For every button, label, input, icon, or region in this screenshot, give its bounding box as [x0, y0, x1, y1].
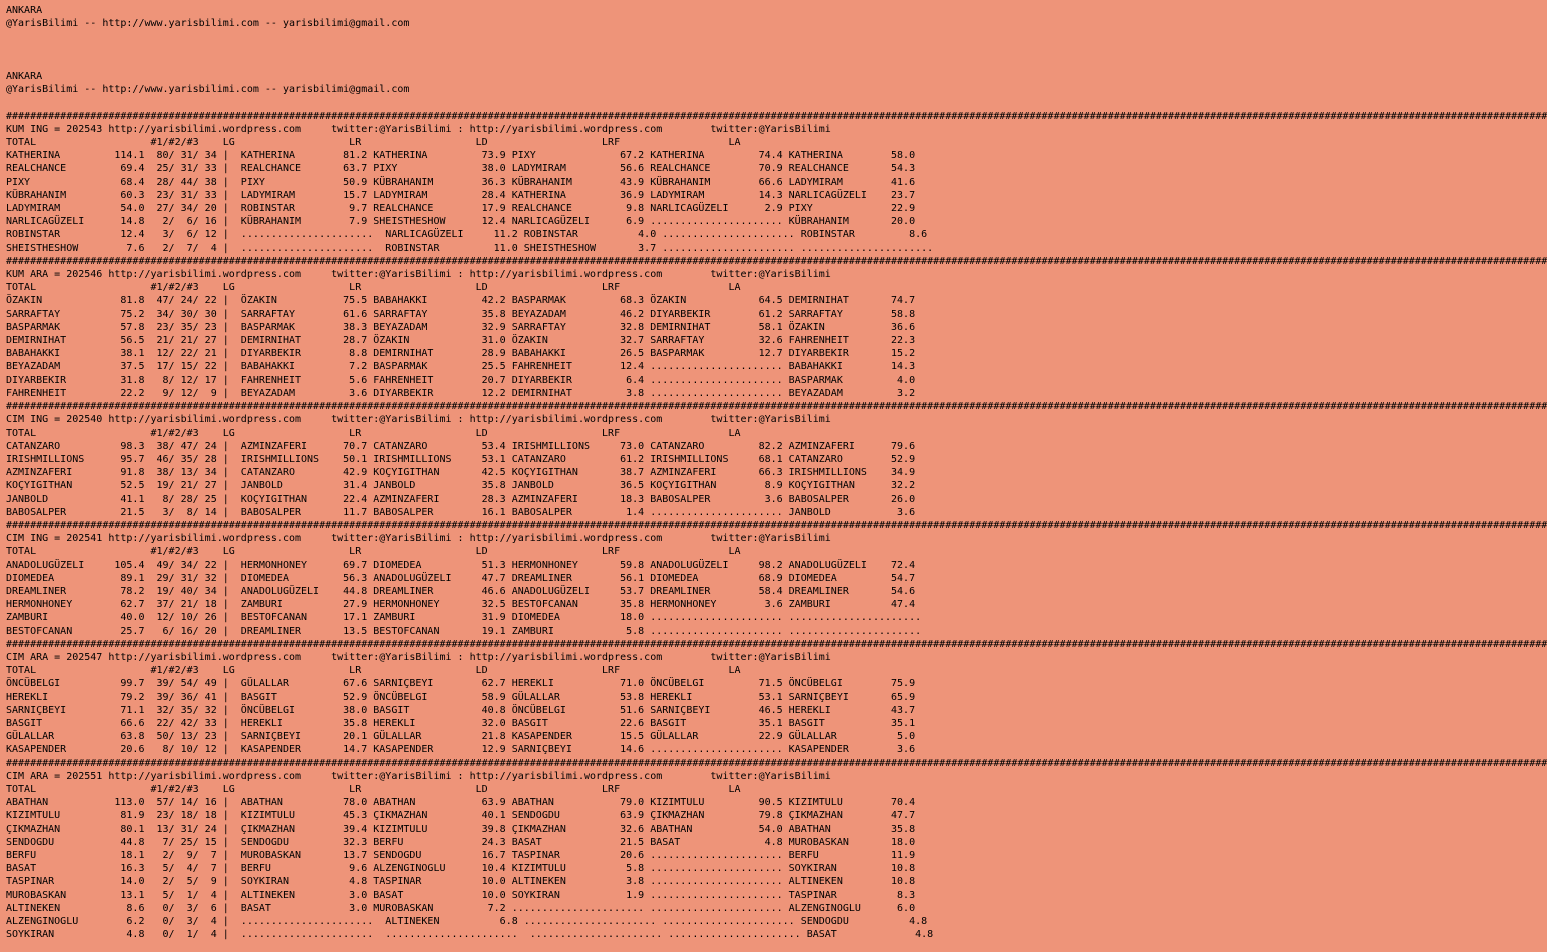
table-row: DIOMEDEA 89.1 29/ 31/ 32 | DIOMEDEA 56.3 ANADOLUGÜZELI 47.7 DREAMLINER 56.1 DIOMEDEA 68.9 DIOMEDEA 54.7: [6, 572, 916, 584]
table-row: DIYARBEKIR 31.8 8/ 12/ 17 | FAHRENHEIT 5.6 FAHRENHEIT 20.7 DIYARBEKIR 6.4 ...................... BASPARMAK 4.0: [6, 374, 916, 386]
table-row: JANBOLD 41.1 8/ 28/ 25 | KOÇYIGITHAN 22.4 AZMINZAFERI 28.3 AZMINZAFERI 18.3 BABOSALPER 3.6 BABOSALPER 26.0: [6, 493, 916, 505]
table-row: ABATHAN 113.0 57/ 14/ 16 | ABATHAN 78.0 ABATHAN 63.9 ABATHAN 79.0 KIZIMTULU 90.5 KIZIMTULU 70.4: [6, 797, 916, 809]
table-row: BESTOFCANAN 25.7 6/ 16/ 20 | DREAMLINER 13.5 BESTOFCANAN 19.1 ZAMBURI 5.8 ...................... ......................: [6, 625, 922, 637]
column-header-row: TOTAL #1/#2/#3 LG LR LD LRF LA: [6, 282, 741, 294]
race-title-row: KUM ING = 202543 http://yarisbilimi.wordpress.com twitter:@YarisBilimi : http://yarisbilimi.wordpress.com twitter:@YarisBilimi: [6, 123, 831, 135]
table-row: IRISHMILLIONS 95.7 46/ 35/ 28 | IRISHMILLIONS 50.1 IRISHMILLIONS 53.1 CATANZARO 61.2 IRISHMILLIONS 68.1 CATANZARO 52.9: [6, 453, 916, 465]
table-row: BEYAZADAM 37.5 17/ 15/ 22 | BABAHAKKI 7.2 BASPARMAK 25.5 FAHRENHEIT 12.4 ...................... BABAHAKKI 14.3: [6, 361, 916, 373]
table-row: LADYMIRAM 54.0 27/ 34/ 20 | ROBINSTAR 9.7 REALCHANCE 17.9 REALCHANCE 9.8 NARLICAGÜZELI 2.9 PIXY 22.9: [6, 203, 916, 215]
table-row: REALCHANCE 69.4 25/ 31/ 33 | REALCHANCE 63.7 PIXY 38.0 LADYMIRAM 56.6 REALCHANCE 70.9 REALCHANCE 54.3: [6, 163, 916, 175]
table-row: BABOSALPER 21.5 3/ 8/ 14 | BABOSALPER 11.7 BABOSALPER 16.1 BABOSALPER 1.4 ...................... JANBOLD 3.6: [6, 506, 916, 518]
separator-line: ################################################################################################################################################################################################################################################################: [6, 255, 1547, 267]
table-row: DEMIRNIHAT 56.5 21/ 21/ 27 | DEMIRNIHAT 28.7 ÖZAKIN 31.0 ÖZAKIN 32.7 SARRAFTAY 32.6 FAHRENHEIT 22.3: [6, 335, 916, 347]
header-contact: @YarisBilimi -- http://www.yarisbilimi.com -- yarisbilimi@gmail.com: [6, 18, 410, 30]
column-header-row: TOTAL #1/#2/#3 LG LR LD LRF LA: [6, 427, 741, 439]
race-title-row: KUM ARA = 202546 http://yarisbilimi.wordpress.com twitter:@YarisBilimi : http://yarisbilimi.wordpress.com twitter:@YarisBilimi: [6, 269, 831, 281]
table-row: BASPARMAK 57.8 23/ 35/ 23 | BASPARMAK 38.3 BEYAZADAM 32.9 SARRAFTAY 32.8 DEMIRNIHAT 58.1 ÖZAKIN 36.6: [6, 321, 916, 333]
table-row: KIZIMTULU 81.9 23/ 18/ 18 | KIZIMTULU 45.3 ÇIKMAZHAN 40.1 SENDOGDU 63.9 ÇIKMAZHAN 79.8 ÇIKMAZHAN 47.7: [6, 810, 916, 822]
column-header-row: TOTAL #1/#2/#3 LG LR LD LRF LA: [6, 665, 741, 677]
table-row: KÜBRAHANIM 60.3 23/ 31/ 33 | LADYMIRAM 15.7 LADYMIRAM 28.4 KATHERINA 36.9 LADYMIRAM 14.3 NARLICAGÜZELI 23.7: [6, 189, 916, 201]
table-row: SHEISTHESHOW 7.6 2/ 7/ 4 | ...................... ROBINSTAR 11.0 SHEISTHESHOW 3.7 ...................... ......................: [6, 242, 934, 254]
table-row: SENDOGDU 44.8 7/ 25/ 15 | SENDOGDU 32.3 BERFU 24.3 BASAT 21.5 BASAT 4.8 MUROBASKAN 18.0: [6, 836, 916, 848]
race-results: [6, 124, 1547, 940]
table-row: SARRAFTAY 75.2 34/ 30/ 30 | SARRAFTAY 61.6 SARRAFTAY 35.8 BEYAZADAM 46.2 DIYARBEKIR 61.2 SARRAFTAY 58.8: [6, 308, 916, 320]
table-row: ANADOLUGÜZELI 105.4 49/ 34/ 22 | HERMONHONEY 69.7 DIOMEDEA 51.3 HERMONHONEY 59.8 ANADOLUGÜZELI 98.2 ANADOLUGÜZELI 72.4: [6, 559, 916, 571]
separator-line: ################################################################################################################################################################################################################################################################: [6, 638, 1547, 650]
race-title-row: CIM ARA = 202547 http://yarisbilimi.wordpress.com twitter:@YarisBilimi : http://yarisbilimi.wordpress.com twitter:@YarisBilimi: [6, 651, 831, 663]
table-row: BABAHAKKI 38.1 12/ 22/ 21 | DIYARBEKIR 8.8 DEMIRNIHAT 28.9 BABAHAKKI 26.5 BASPARMAK 12.7 DIYARBEKIR 15.2: [6, 348, 916, 360]
table-row: GÜLALLAR 63.8 50/ 13/ 23 | SARNIÇBEYI 20.1 GÜLALLAR 21.8 KASAPENDER 15.5 GÜLALLAR 22.9 GÜLALLAR 5.0: [6, 731, 916, 743]
table-row: KATHERINA 114.1 80/ 31/ 34 | KATHERINA 81.2 KATHERINA 73.9 PIXY 67.2 KATHERINA 74.4 KATHERINA 58.0: [6, 150, 916, 162]
table-row: PIXY 68.4 28/ 44/ 38 | PIXY 50.9 KÜBRAHANIM 36.3 KÜBRAHANIM 43.9 KÜBRAHANIM 66.6 LADYMIRAM 41.6: [6, 176, 916, 188]
table-row: SOYKIRAN 4.8 0/ 1/ 4 | ...................... ...................... ...................... ...................... BASAT 4.8: [6, 929, 934, 941]
column-header-row: TOTAL #1/#2/#3 LG LR LD LRF LA: [6, 783, 741, 795]
race-title-row: CIM ING = 202541 http://yarisbilimi.wordpress.com twitter:@YarisBilimi : http://yarisbilimi.wordpress.com twitter:@YarisBilimi: [6, 533, 831, 545]
table-row: HEREKLI 79.2 39/ 36/ 41 | BASGIT 52.9 ÖNCÜBELGI 58.9 GÜLALLAR 53.8 HEREKLI 53.1 SARNIÇBEYI 65.9: [6, 691, 916, 703]
table-row: ALTINEKEN 8.6 0/ 3/ 6 | BASAT 3.0 MUROBASKAN 7.2 ...................... ...................... ALZENGINOGLU 6.0: [6, 902, 916, 914]
separator-line: ################################################################################################################################################################################################################################################################: [6, 757, 1547, 769]
table-row: ZAMBURI 40.0 12/ 10/ 26 | BESTOFCANAN 17.1 ZAMBURI 31.9 DIOMEDEA 18.0 ...................... ......................: [6, 612, 922, 624]
header-city: ANKARA: [6, 5, 43, 16]
table-row: BERFU 18.1 2/ 9/ 7 | MUROBASKAN 13.7 SENDOGDU 16.7 TASPINAR 20.6 ...................... BERFU 11.9: [6, 850, 916, 861]
table-row: MUROBASKAN 13.1 5/ 1/ 4 | ALTINEKEN 3.0 BASAT 10.0 SOYKIRAN 1.9 ...................... TASPINAR 8.3: [6, 889, 916, 901]
table-row: CATANZARO 98.3 38/ 47/ 24 | AZMINZAFERI 70.7 CATANZARO 53.4 IRISHMILLIONS 73.0 CATANZARO 82.2 AZMINZAFERI 79.6: [6, 440, 916, 452]
race-title-row: CIM ING = 202540 http://yarisbilimi.wordpress.com twitter:@YarisBilimi : http://yarisbilimi.wordpress.com twitter:@YarisBilimi: [6, 414, 831, 426]
table-row: AZMINZAFERI 91.8 38/ 13/ 34 | CATANZARO 42.9 KOÇYIGITHAN 42.5 KOÇYIGITHAN 38.7 AZMINZAFERI 66.3 IRISHMILLIONS 34.9: [6, 467, 916, 479]
table-row: ÇIKMAZHAN 80.1 13/ 31/ 24 | ÇIKMAZHAN 39.4 KIZIMTULU 39.8 ÇIKMAZHAN 32.6 ABATHAN 54.0 ABATHAN 35.8: [6, 823, 916, 835]
table-row: ALZENGINOGLU 6.2 0/ 3/ 4 | ...................... ALTINEKEN 6.8 ...................... ...................... SENDOGDU 4.8: [6, 916, 928, 928]
table-row: KOÇYIGITHAN 52.5 19/ 21/ 27 | JANBOLD 31.4 JANBOLD 35.8 JANBOLD 36.5 KOÇYIGITHAN 8.9 KOÇYIGITHAN 32.2: [6, 480, 916, 492]
table-row: BASGIT 66.6 22/ 42/ 33 | HEREKLI 35.8 HEREKLI 32.0 BASGIT 22.6 BASGIT 35.1 BASGIT 35.1: [6, 717, 916, 729]
table-row: FAHRENHEIT 22.2 9/ 12/ 9 | BEYAZADAM 3.6 DIYARBEKIR 12.2 DEMIRNIHAT 3.8 ...................... BEYAZADAM 3.2: [6, 387, 916, 399]
race-title-row: CIM ARA = 202551 http://yarisbilimi.wordpress.com twitter:@YarisBilimi : http://yarisbilimi.wordpress.com twitter:@YarisBilimi: [6, 770, 831, 782]
separator-line: ################################################################################################################################################################################################################################################################: [6, 110, 1547, 122]
table-row: ÖNCÜBELGI 99.7 39/ 54/ 49 | GÜLALLAR 67.6 SARNIÇBEYI 62.7 HEREKLI 71.0 ÖNCÜBELGI 71.5 ÖNCÜBELGI 75.9: [6, 678, 916, 690]
header-city-repeat: ANKARA: [6, 71, 43, 83]
table-row: ÖZAKIN 81.8 47/ 24/ 22 | ÖZAKIN 75.5 BABAHAKKI 42.2 BASPARMAK 68.3 ÖZAKIN 64.5 DEMIRNIHAT 74.7: [6, 295, 916, 307]
separator-line: ################################################################################################################################################################################################################################################################: [6, 401, 1547, 413]
table-row: SARNIÇBEYI 71.1 32/ 35/ 32 | ÖNCÜBELGI 38.0 BASGIT 40.8 ÖNCÜBELGI 51.6 SARNIÇBEYI 46.5 HEREKLI 43.7: [6, 704, 916, 716]
table-row: NARLICAGÜZELI 14.8 2/ 6/ 16 | KÜBRAHANIM 7.9 SHEISTHESHOW 12.4 NARLICAGÜZELI 6.9 ...................... KÜBRAHANIM 20.0: [6, 216, 916, 228]
column-header-row: TOTAL #1/#2/#3 LG LR LD LRF LA: [6, 546, 741, 558]
table-row: DREAMLINER 78.2 19/ 40/ 34 | ANADOLUGÜZELI 44.8 DREAMLINER 46.6 ANADOLUGÜZELI 53.7 DREAMLINER 58.4 DREAMLINER 54.6: [6, 585, 916, 597]
table-row: ROBINSTAR 12.4 3/ 6/ 12 | ...................... NARLICAGÜZELI 11.2 ROBINSTAR 4.0 ...................... ROBINSTAR 8.6: [6, 229, 928, 241]
column-header-row: TOTAL #1/#2/#3 LG LR LD LRF LA: [6, 137, 741, 149]
table-row: TASPINAR 14.0 2/ 5/ 9 | SOYKIRAN 4.8 TASPINAR 10.0 ALTINEKEN 3.8 ...................... ALTINEKEN 10.8: [6, 876, 916, 888]
table-row: BASAT 16.3 5/ 4/ 7 | BERFU 9.6 ALZENGINOGLU 10.4 KIZIMTULU 5.8 ...................... SOYKIRAN 10.8: [6, 863, 916, 875]
table-row: HERMONHONEY 62.7 37/ 21/ 18 | ZAMBURI 27.9 HERMONHONEY 32.5 BESTOFCANAN 35.8 HERMONHONEY 3.6 ZAMBURI 47.4: [6, 599, 916, 611]
header-contact-repeat: @YarisBilimi -- http://www.yarisbilimi.com -- yarisbilimi@gmail.com: [6, 84, 410, 96]
separator-line: ################################################################################################################################################################################################################################################################: [6, 519, 1547, 531]
table-row: KASAPENDER 20.6 8/ 10/ 12 | KASAPENDER 14.7 KASAPENDER 12.9 SARNIÇBEYI 14.6 ...................... KASAPENDER 3.6: [6, 744, 916, 756]
